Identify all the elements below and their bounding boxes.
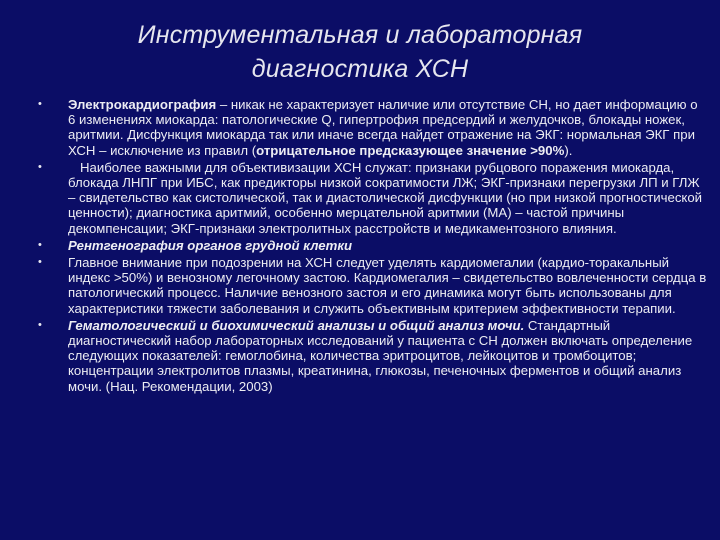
bullet-icon: • xyxy=(38,238,42,251)
bullet-item-lab-tests xyxy=(38,318,708,394)
title-line-1: Инструментальная и лабораторная xyxy=(137,21,583,49)
cardiomegaly-text: Главное внимание при подозрении на ХСН следует уделять кардиомегалии (кардио-торакальный индекс >50%) и венозному легочному застою. Кардиомегалия – свидетельство вовлеченности сердца в патологический процесс. Наличие венозного застоя и его динамика могут быть использованы для характеристики тяжести заболевания и служить объективным критерием эффективности терапии. xyxy=(68,255,707,316)
bullet-item-cardiomegaly xyxy=(38,255,708,316)
ecg-text-end: ). xyxy=(564,142,573,158)
lab-tests-heading: Гематологический и биохимический анализы и общий анализ мочи. xyxy=(68,317,525,333)
bullet-icon: • xyxy=(38,318,42,331)
ecg-signs-text: Наиболее важными для объективизации ХСН служат: признаки рубцового поражения миокарда, блокада ЛНПГ при ИБС, как предикторы низкой сократимости ЛЖ; ЭКГ-признаки перегрузки ЛП и ГЛЖ – свидетельство как систолической, так и диастолической дисфункции (но при низкой прогностической ценности); диагностика аритмий, особенно мерцательной аритмии (МА) – частой причины декомпенсации; ЭКГ-признаки электролитных расстройств и медикаментозного влияния. xyxy=(68,159,703,236)
title-line-2: диагностика ХСН xyxy=(251,55,469,83)
bullet-item-ecg xyxy=(38,97,708,158)
bullet-icon: • xyxy=(38,160,42,173)
ecg-heading: Электрокардиография xyxy=(68,97,217,112)
bullet-item-ecg-signs xyxy=(38,160,708,236)
ecg-text: – никак не характеризует наличие или отсутствие СН, но дает информацию о 6 изменениях миокарда: патологические Q, гипертрофия предсердий и желудочков, блокады ножек, аритмии. Дисфункция миокарда так или иначе всегда найдет отражение на ЭКГ: нормальная ЭКГ при ХСН – исключение из правил ( xyxy=(68,97,698,158)
ecg-bold-value: отрицательное предсказующее значение >90% xyxy=(256,142,565,158)
bullet-list xyxy=(38,97,708,394)
slide-title xyxy=(40,18,680,86)
bullet-item-xray xyxy=(38,238,708,253)
lab-tests-text: Стандартный диагностический набор лабораторных исследований у пациента с СН должен включать определение следующих показателей: гемоглобина, количества эритроцитов, лейкоцитов и тромбоцитов; концентрации электролитов плазмы, креатинина, глюкозы, печеночных ферментов и общий анализ мочи. (Нац. Рекомендации, 2003) xyxy=(68,317,693,394)
xray-heading: Рентгенография органов грудной клетки xyxy=(68,237,353,253)
bullet-icon: • xyxy=(38,98,42,110)
bullet-icon: • xyxy=(38,256,42,269)
